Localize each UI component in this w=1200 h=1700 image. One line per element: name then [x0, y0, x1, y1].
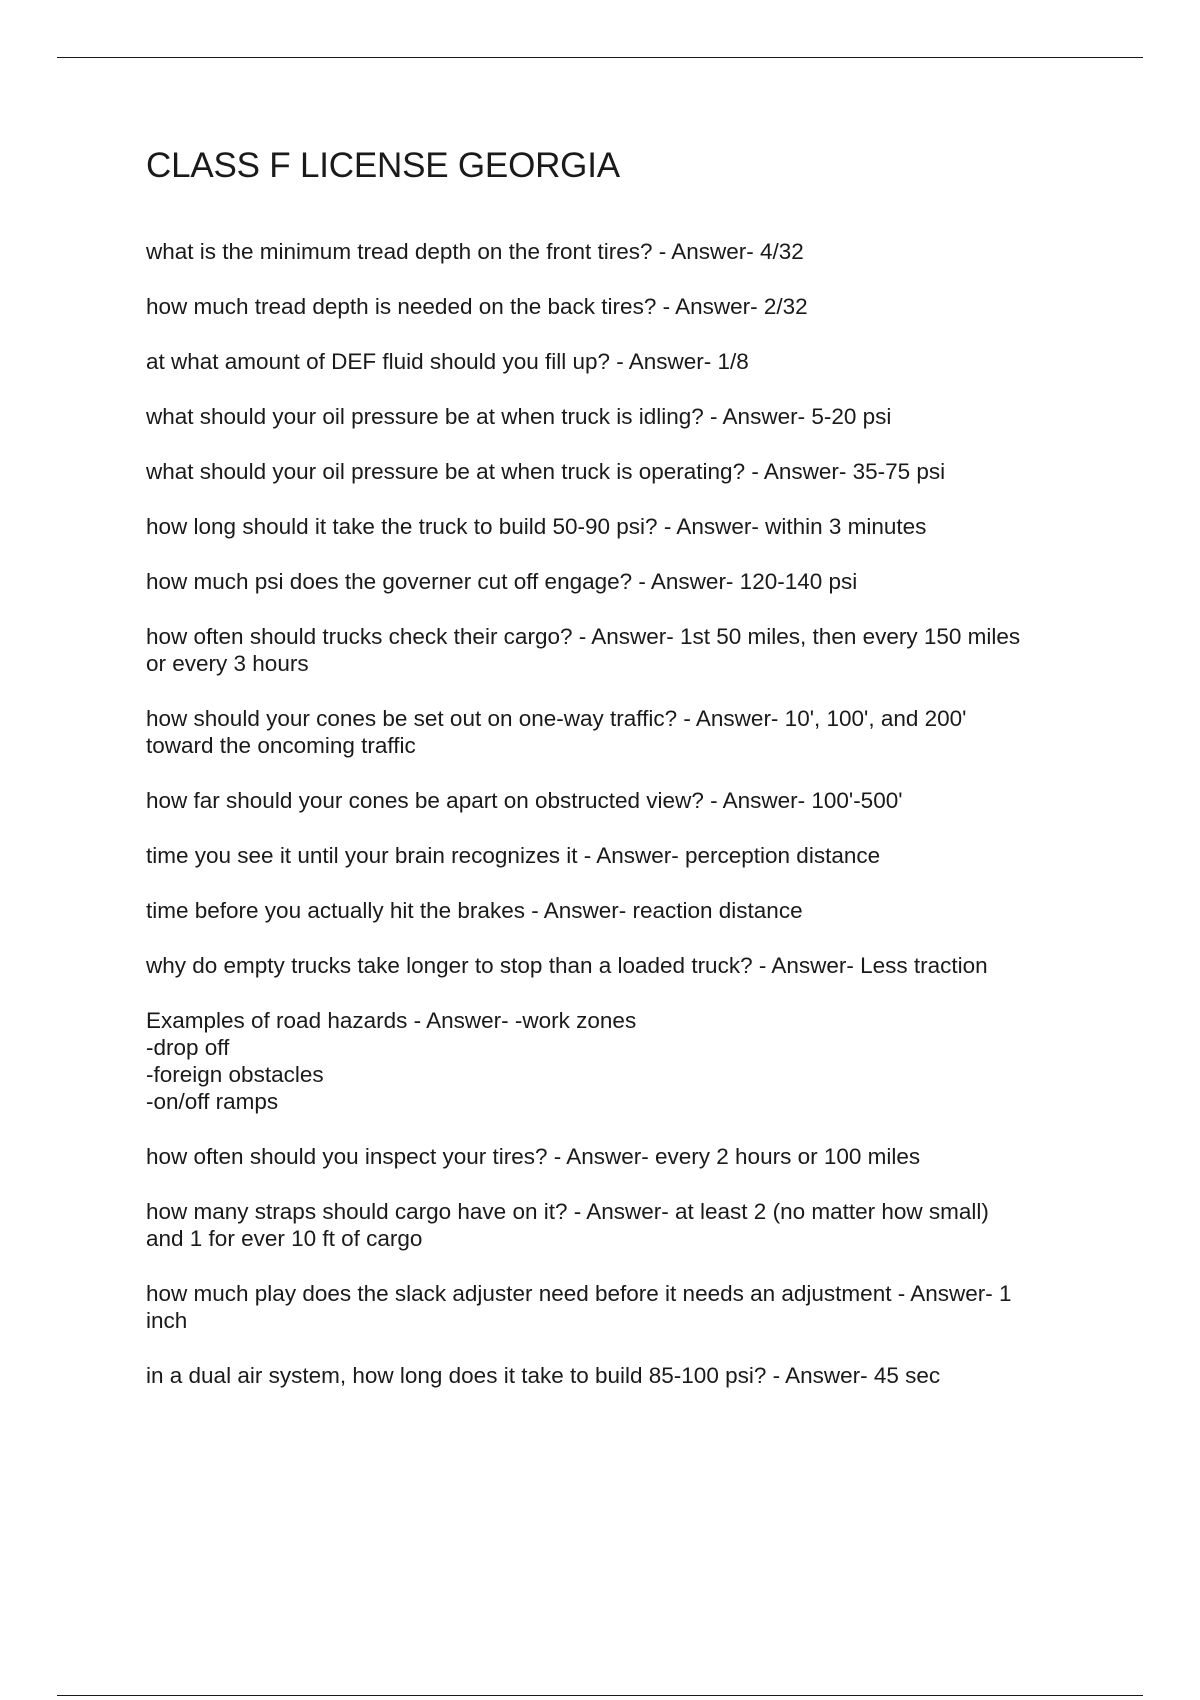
qa-item: how much tread depth is needed on the back tires? - Answer- 2/32 [146, 294, 808, 319]
qa-item: what is the minimum tread depth on the front tires? - Answer- 4/32 [146, 239, 804, 264]
qa-item: how far should your cones be apart on obstructed view? - Answer- 100'-500' [146, 788, 903, 813]
qa-item: how long should it take the truck to build 50-90 psi? - Answer- within 3 minutes [146, 514, 927, 539]
qa-item: how often should you inspect your tires? - Answer- every 2 hours or 100 miles [146, 1144, 921, 1169]
qa-item: why do empty trucks take longer to stop than a loaded truck? - Answer- Less traction [146, 953, 988, 978]
qa-item: time you see it until your brain recognizes it - Answer- perception distance [146, 843, 881, 868]
bottom-rule [57, 1695, 1143, 1696]
qa-item: how many straps should cargo have on it? - Answer- at least 2 (no matter how small) and 1 for ever 10 ft of cargo [146, 1199, 989, 1251]
document-title: CLASS F LICENSE GEORGIA [146, 146, 620, 185]
qa-item: in a dual air system, how long does it take to build 85-100 psi? - Answer- 45 sec [146, 1363, 941, 1388]
qa-item: how much psi does the governer cut off engage? - Answer- 120-140 psi [146, 569, 858, 594]
qa-item: how should your cones be set out on one-way traffic? - Answer- 10', 100', and 200' toward the oncoming traffic [146, 706, 967, 758]
qa-item: how much play does the slack adjuster need before it needs an adjustment - Answer- 1 inch [146, 1281, 1012, 1333]
qa-item: Examples of road hazards - Answer- -work zones -drop off -foreign obstacles -on/off ramps [146, 1008, 637, 1114]
qa-list [146, 238, 1096, 1389]
qa-item: at what amount of DEF fluid should you fill up? - Answer- 1/8 [146, 349, 749, 374]
top-rule [57, 57, 1143, 58]
qa-item: time before you actually hit the brakes - Answer- reaction distance [146, 898, 803, 923]
document-body [146, 142, 1096, 1417]
qa-item: what should your oil pressure be at when truck is idling? - Answer- 5-20 psi [146, 404, 892, 429]
qa-item: how often should trucks check their cargo? - Answer- 1st 50 miles, then every 150 miles or every 3 hours [146, 624, 1021, 676]
qa-item: what should your oil pressure be at when truck is operating? - Answer- 35-75 psi [146, 459, 946, 484]
